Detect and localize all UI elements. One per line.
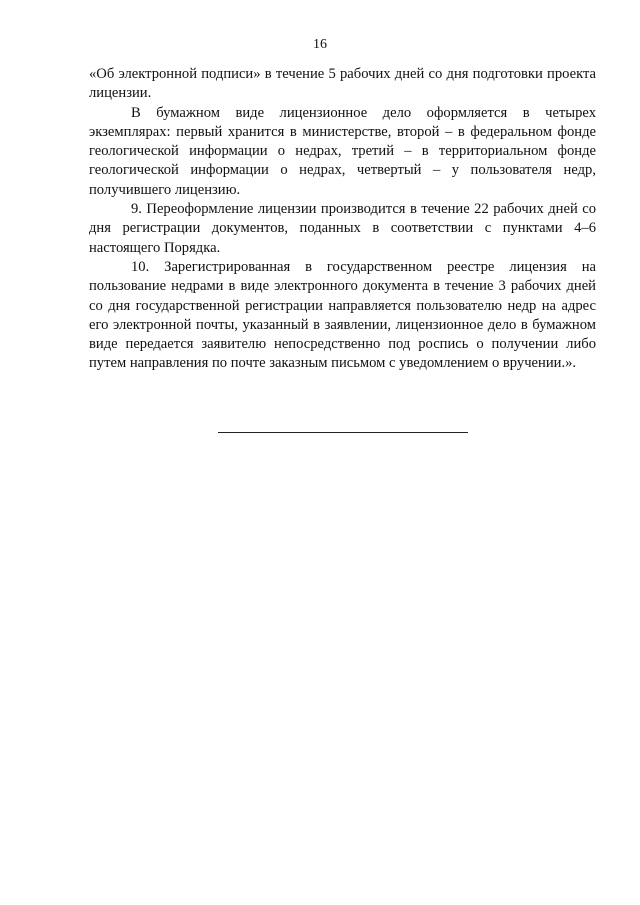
paragraph-item-10: 10. Зарегистрированная в государственном реестре лицензия на пользование недрами в виде электронного документа в течение 3 рабочих дней со дня государственной регистрации направляется пользователю недр на адрес его электронной почты, указанный в заявлении, лицензионное дело в бумажном виде передается заявителю непосредственно под роспись о получении либо путем направления по почте заказным письмом с уведомлением о вручении.». bbox=[89, 258, 596, 372]
document-body bbox=[89, 65, 596, 374]
paragraph-item-9: 9. Переоформление лицензии производится в течение 22 рабочих дней со дня регистрации документов, поданных в соответствии с пунктами 4–6 настоящего Порядка. bbox=[89, 201, 596, 256]
end-of-text-rule bbox=[218, 432, 468, 433]
paragraph-paper-form: В бумажном виде лицензионное дело оформляется в четырех экземплярах: первый хранится в министерстве, второй – в федеральном фонде геологической информации о недрах, третий – в территориальном фонде геологической информации о недрах, четвертый – у пользователя недр, получившего лицензию. bbox=[89, 104, 596, 198]
page-number: 16 bbox=[313, 37, 327, 52]
paragraph-continuation: «Об электронной подписи» в течение 5 рабочих дней со дня подготовки проекта лицензии. bbox=[89, 66, 596, 102]
